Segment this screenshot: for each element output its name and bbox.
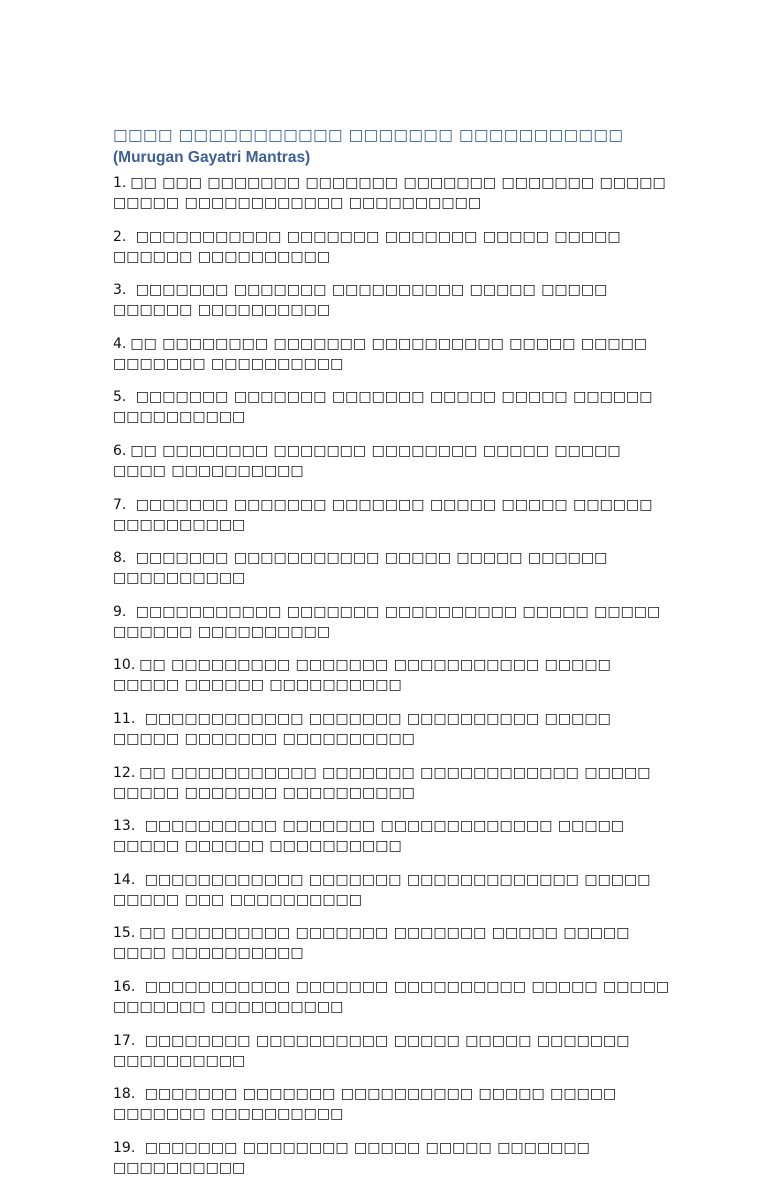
document-page [113,124,673,1191]
mantra-item [113,1084,673,1124]
mantra-item [113,548,673,588]
mantra-text: □□□□□□□□□□□ □□□□□□□ □□□□□□□□□□ □□□□□ □□□□□ □□□□□□□ □□□□□□□□□□ [113,978,670,1015]
mantra-list [113,173,673,1178]
mantra-item [113,655,673,695]
mantra-number: 14. [113,871,136,888]
mantra-item [113,387,673,427]
mantra-item [113,495,673,535]
mantra-number: 9. [113,603,127,620]
mantra-item [113,1138,673,1178]
mantra-item [113,227,673,267]
mantra-number: 19. [113,1139,136,1156]
mantra-number: 8. [113,550,127,567]
mantra-number: 5. [113,389,127,406]
mantra-item [113,334,673,374]
mantra-number: 12. [113,764,136,781]
mantra-text: □□ □□□□□□□□□□□ □□□□□□□ □□□□□□□□□□□□ □□□□□ □□□□□ □□□□□□□ □□□□□□□□□□ [113,764,651,801]
mantra-text: □□□□□□□ □□□□□□□ □□□□□□□ □□□□□ □□□□□ □□□□□□ □□□□□□□□□□ [113,389,653,426]
mantra-number: 3. [113,282,127,299]
mantra-number: 7. [113,496,127,513]
mantra-item [113,173,673,213]
mantra-item [113,763,673,803]
mantra-number: 4. [113,335,127,352]
mantra-number: 1. [113,175,127,191]
mantra-text: □□□□□□□ □□□□□□□□□□□ □□□□□ □□□□□ □□□□□□ □□□□□□□□□□ [113,550,608,587]
mantra-text: □□□□□□□ □□□□□□□□ □□□□□ □□□□□ □□□□□□□ □□□□□□□□□□ [113,1139,590,1176]
mantra-number: 16. [113,978,136,995]
mantra-item [113,923,673,963]
document-heading [113,124,673,169]
mantra-number: 18. [113,1086,136,1103]
mantra-item [113,280,673,320]
mantra-number: 15. [113,925,136,942]
mantra-item [113,977,673,1017]
mantra-text: □□ □□□□□□□□□ □□□□□□□ □□□□□□□ □□□□□ □□□□□ □□□□ □□□□□□□□□□ [113,925,630,962]
mantra-text: □□□□□□□□□□□□ □□□□□□□ □□□□□□□□□□ □□□□□ □□□□□ □□□□□□□ □□□□□□□□□□ [113,710,611,747]
mantra-text: □□□□□□□ □□□□□□□ □□□□□□□□□□ □□□□□ □□□□□ □□□□□□□ □□□□□□□□□□ [113,1086,617,1123]
mantra-number: 11. [113,710,136,727]
mantra-item [113,709,673,749]
mantra-text: □□□□□□□□ □□□□□□□□□□ □□□□□ □□□□□ □□□□□□□ □□□□□□□□□□ [113,1032,630,1069]
mantra-number: 13. [113,818,136,835]
mantra-text: □□□□□□□□□□□ □□□□□□□ □□□□□□□□□□ □□□□□ □□□□□ □□□□□□ □□□□□□□□□□ [113,603,661,640]
mantra-text: □□□□□□□ □□□□□□□ □□□□□□□□□□ □□□□□ □□□□□ □□□□□□ □□□□□□□□□□ [113,282,608,319]
mantra-number: 6. [113,442,127,459]
mantra-text: □□ □□□□□□□□ □□□□□□□ □□□□□□□□ □□□□□ □□□□□ □□□□ □□□□□□□□□□ [113,442,621,479]
mantra-number: 10. [113,657,136,674]
mantra-text: □□□□□□□□□□□□ □□□□□□□ □□□□□□□□□□□□□ □□□□□ □□□□□ □□□ □□□□□□□□□□ [113,871,651,908]
mantra-item [113,602,673,642]
heading-script-text: □□□□ □□□□□□□□□□□ □□□□□□□ □□□□□□□□□□□ [113,126,624,144]
mantra-item [113,1031,673,1071]
mantra-item [113,870,673,910]
mantra-number: 17. [113,1032,136,1049]
mantra-item [113,816,673,856]
mantra-number: 2. [113,228,127,245]
mantra-text: □□□□□□□□□□ □□□□□□□ □□□□□□□□□□□□□ □□□□□ □□□□□ □□□□□□ □□□□□□□□□□ [113,818,625,855]
mantra-text: □□ □□□□□□□□ □□□□□□□ □□□□□□□□□□ □□□□□ □□□□□ □□□□□□□ □□□□□□□□□□ [113,335,648,372]
mantra-text: □□ □□□ □□□□□□□ □□□□□□□ □□□□□□□ □□□□□□□ □□□□□ □□□□□ □□□□□□□□□□□□ □□□□□□□□□□ [113,175,666,211]
mantra-text: □□ □□□□□□□□□ □□□□□□□ □□□□□□□□□□□ □□□□□ □□□□□ □□□□□□ □□□□□□□□□□ [113,657,611,694]
heading-latin-text: (Murugan Gayatri Mantras) [113,149,311,166]
mantra-item [113,441,673,481]
mantra-text: □□□□□□□□□□□ □□□□□□□ □□□□□□□ □□□□□ □□□□□ □□□□□□ □□□□□□□□□□ [113,228,621,265]
mantra-text: □□□□□□□ □□□□□□□ □□□□□□□ □□□□□ □□□□□ □□□□□□ □□□□□□□□□□ [113,496,653,533]
